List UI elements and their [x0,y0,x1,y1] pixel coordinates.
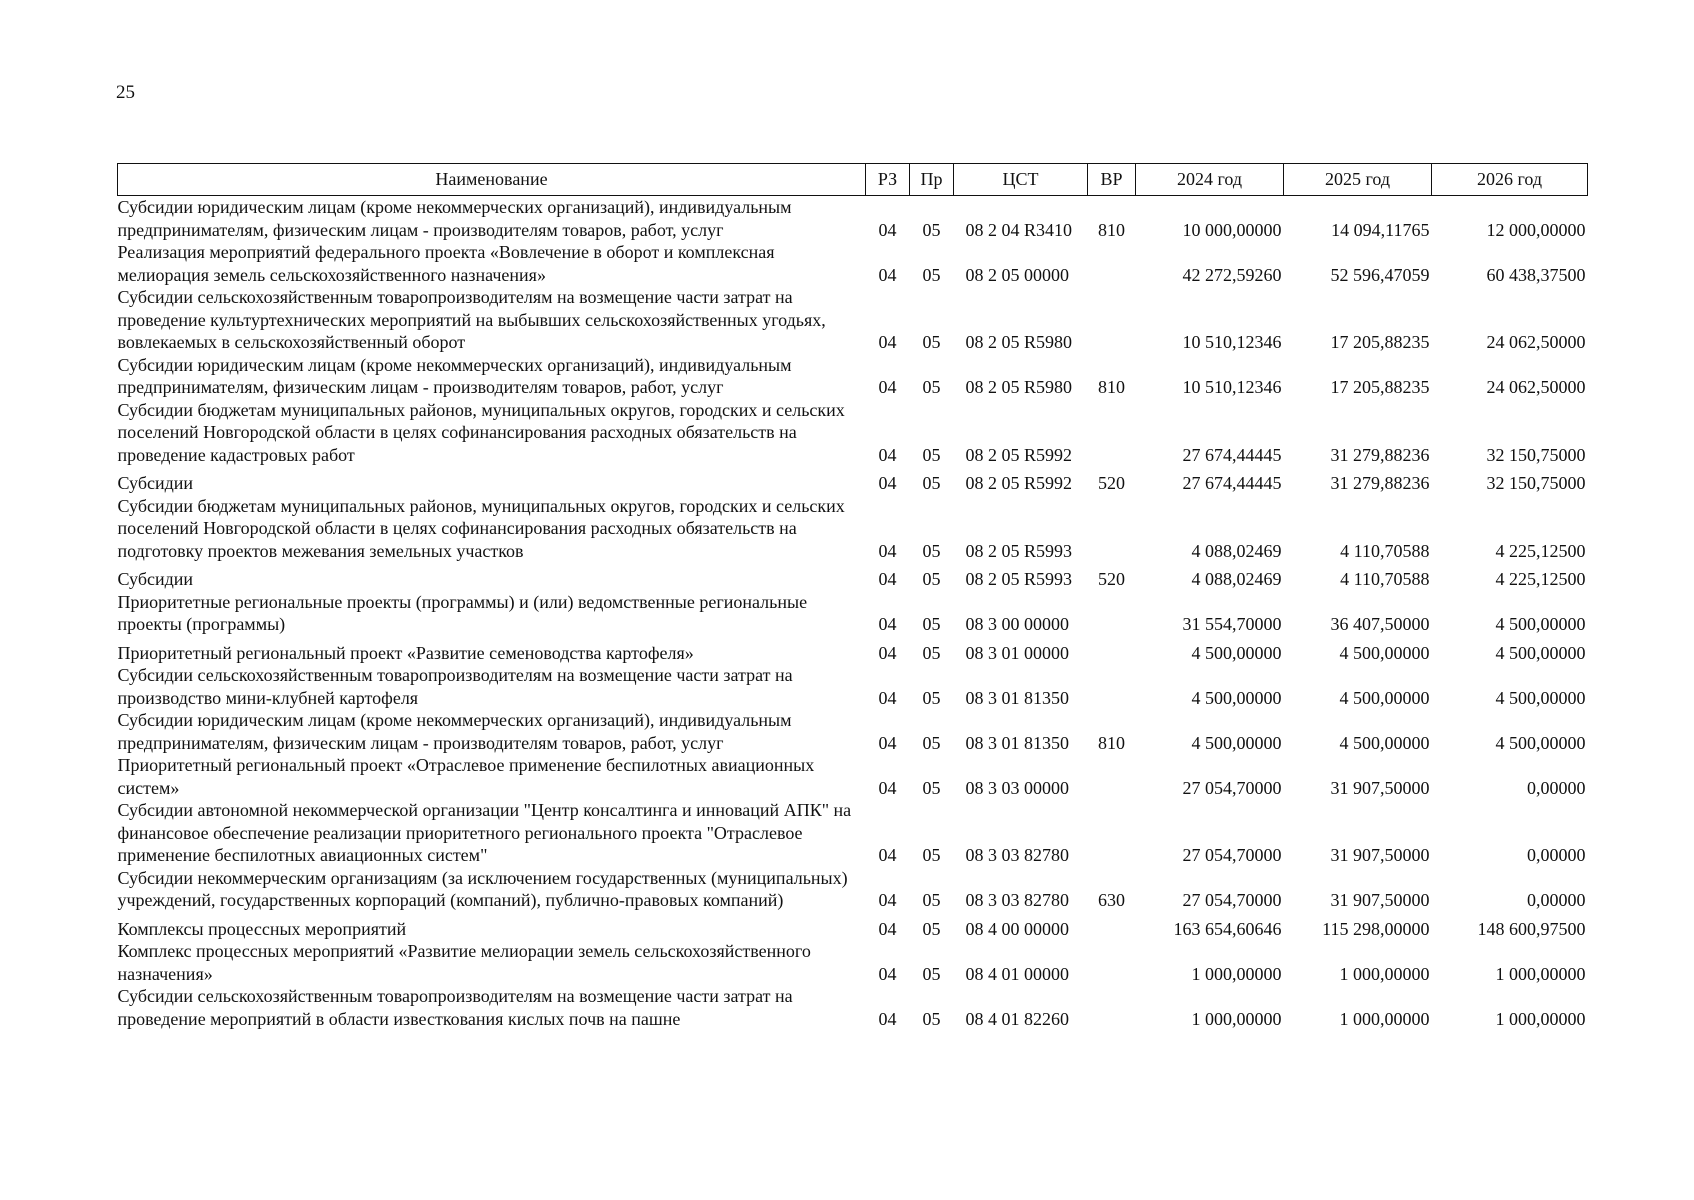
row-cst: 08 2 05 00000 [965,264,1069,285]
row-pr: 05 [922,540,941,561]
row-pr: 05 [922,614,941,634]
table-row [118,196,1588,242]
row-rz: 04 [878,890,897,910]
row-rz: 04 [878,444,897,465]
row-2024: 4 500,00000 [1191,642,1282,663]
row-2025: 52 596,47059 [1330,264,1430,285]
table-row [118,754,1588,799]
table-row [118,940,1588,985]
row-2026: 12 000,00000 [1486,219,1586,240]
row-vr [1088,591,1136,636]
row-2025: 4 500,00000 [1339,687,1430,708]
row-cst: 08 2 05 R5980 [965,332,1073,352]
row-rz: 04 [878,963,897,984]
table-row [118,912,1588,941]
row-2026: 4 225,12500 [1495,540,1586,561]
row-rz: 04 [878,473,897,493]
row-2026: 0,00000 [1527,845,1586,865]
table-row [118,241,1588,286]
row-vr: 810 [1098,732,1125,753]
row-2026: 148 600,97500 [1477,918,1586,939]
row-rz: 04 [878,777,897,798]
column-header-2026: 2026 год [1432,164,1588,196]
row-name: Приоритетные региональные проекты (программы) и (или) ведомственные региональные проекты (программы) [117,591,808,634]
row-rz: 04 [878,918,897,939]
row-cst: 08 3 01 81350 [965,687,1069,708]
row-vr [1088,912,1136,941]
column-header-name: Наименование [118,164,866,196]
row-rz: 04 [878,569,897,589]
table-row [118,636,1588,665]
table-row [118,799,1588,867]
table-body [118,196,1588,1031]
row-pr: 05 [922,963,941,984]
column-header-vr: ВР [1088,164,1136,196]
row-name: Приоритетный региональный проект «Отраслевое применение беспилотных авиационных систем» [117,755,815,798]
row-2024: 27 674,44445 [1182,444,1282,465]
row-rz: 04 [878,219,897,240]
row-vr [1088,754,1136,799]
row-name: Субсидии [117,569,194,589]
row-name: Субсидии бюджетам муниципальных районов, муниципальных округов, городских и сельских поселений Новгородской области в целях софинансирования расходных обязательств на проведение кадастровых работ [117,399,845,465]
row-pr: 05 [922,332,941,352]
row-2024: 1 000,00000 [1191,1008,1282,1029]
row-name: Субсидии сельскохозяйственным товаропроизводителям на возмещение части затрат на проведение мероприятий в области известкования кислых почв на пашне [117,986,793,1029]
row-2026: 4 500,00000 [1495,642,1586,663]
table-row [118,286,1588,354]
row-cst: 08 4 01 82260 [965,1008,1069,1029]
table-row [118,591,1588,636]
row-pr: 05 [922,918,941,939]
row-cst: 08 2 05 R5992 [965,473,1073,493]
row-name: Субсидии некоммерческим организациям (за исключением государственных (муниципальных) учреждений, государственных корпораций (компаний), публично-правовых компаний) [117,867,848,910]
row-vr: 810 [1098,219,1125,240]
row-name: Субсидии сельскохозяйственным товаропроизводителям на возмещение части затрат на производство мини-клубней картофеля [117,665,793,708]
page-number: 25 [116,82,135,103]
column-header-cst: ЦСТ [954,164,1088,196]
row-2026: 4 225,12500 [1495,569,1586,589]
row-2025: 1 000,00000 [1339,963,1430,984]
row-rz: 04 [878,1008,897,1029]
row-name: Субсидии юридическим лицам (кроме некоммерческих организаций), индивидуальным предпринимателям, физическим лицам - производителям товаров, работ, услуг [117,354,792,397]
row-vr [1088,399,1136,467]
row-cst: 08 2 05 R5993 [965,569,1073,589]
row-pr: 05 [922,473,941,493]
row-2025: 31 907,50000 [1330,890,1430,910]
row-rz: 04 [878,845,897,865]
row-pr: 05 [922,377,941,397]
row-cst: 08 3 03 00000 [965,777,1069,798]
column-header-2025: 2025 год [1284,164,1432,196]
row-2024: 4 500,00000 [1191,732,1282,753]
row-rz: 04 [878,732,897,753]
row-2024: 4 088,02469 [1191,540,1282,561]
row-2025: 31 907,50000 [1330,777,1430,798]
row-cst: 08 2 05 R5993 [965,540,1073,561]
row-2024: 4 088,02469 [1191,569,1282,589]
table-row [118,664,1588,709]
row-rz: 04 [878,614,897,634]
row-2026: 24 062,50000 [1486,377,1586,397]
row-rz: 04 [878,642,897,663]
row-2024: 27 054,70000 [1182,890,1282,910]
row-2025: 4 500,00000 [1339,642,1430,663]
row-vr: 810 [1098,377,1125,397]
row-rz: 04 [878,264,897,285]
row-rz: 04 [878,377,897,397]
row-2025: 31 907,50000 [1330,845,1430,865]
row-2025: 14 094,11765 [1331,219,1430,240]
row-name: Реализация мероприятий федерального проекта «Вовлечение в оборот и комплексная мелиорация земель сельскохозяйственного назначения» [117,242,775,285]
row-pr: 05 [922,890,941,910]
table-row [118,867,1588,912]
table-row [118,354,1588,399]
column-header-2024: 2024 год [1136,164,1284,196]
column-header-pr: Пр [910,164,954,196]
row-2024: 31 554,70000 [1182,614,1282,634]
row-vr [1088,495,1136,563]
row-pr: 05 [922,687,941,708]
table-row [118,562,1588,591]
row-2024: 10 510,12346 [1182,377,1282,397]
row-cst: 08 2 05 R5980 [965,377,1073,397]
row-2025: 4 500,00000 [1339,732,1430,753]
table-header-row [118,164,1588,196]
row-pr: 05 [922,642,941,663]
row-name: Комплексы процессных мероприятий [117,918,407,939]
row-2025: 17 205,88235 [1330,332,1430,352]
row-2024: 163 654,60646 [1173,918,1282,939]
row-name: Комплекс процессных мероприятий «Развитие мелиорации земель сельскохозяйственного назначения» [117,941,811,984]
row-pr: 05 [922,845,941,865]
row-2024: 27 054,70000 [1182,777,1282,798]
row-2026: 24 062,50000 [1486,332,1586,352]
table-row [118,985,1588,1030]
row-cst: 08 3 03 82780 [965,845,1069,865]
row-2026: 32 150,75000 [1486,444,1586,465]
row-cst: 08 3 03 82780 [965,890,1069,910]
row-2025: 36 407,50000 [1330,614,1430,634]
row-2025: 4 110,70588 [1340,569,1430,589]
row-pr: 05 [922,264,941,285]
row-cst: 08 4 00 00000 [965,918,1069,939]
row-cst: 08 3 01 81350 [965,732,1069,753]
row-pr: 05 [922,732,941,753]
row-2024: 10 510,12346 [1182,332,1282,352]
row-2025: 31 279,88236 [1330,473,1430,493]
row-name: Субсидии юридическим лицам (кроме некоммерческих организаций), индивидуальным предпринимателям, физическим лицам - производителям товаров, работ, услуг [117,710,792,753]
table-row [118,399,1588,467]
row-name: Субсидии [117,473,194,493]
row-rz: 04 [878,687,897,708]
row-pr: 05 [922,219,941,240]
row-2024: 10 000,00000 [1182,219,1282,240]
row-2026: 0,00000 [1527,777,1586,798]
row-cst: 08 4 01 00000 [965,963,1069,984]
row-2026: 4 500,00000 [1495,687,1586,708]
row-vr [1088,636,1136,665]
row-2025: 115 298,00000 [1322,918,1430,939]
row-rz: 04 [878,540,897,561]
table-row [118,709,1588,754]
row-pr: 05 [922,569,941,589]
row-vr: 630 [1098,890,1125,910]
table-row [118,466,1588,495]
row-vr [1088,985,1136,1030]
row-vr [1088,286,1136,354]
row-cst: 08 2 04 R3410 [965,219,1073,240]
row-2024: 42 272,59260 [1182,264,1282,285]
row-2024: 4 500,00000 [1191,687,1282,708]
row-pr: 05 [922,1008,941,1029]
row-2026: 4 500,00000 [1495,614,1586,634]
row-2026: 1 000,00000 [1495,963,1586,984]
row-2026: 1 000,00000 [1495,1008,1586,1029]
row-name: Субсидии юридическим лицам (кроме некоммерческих организаций), индивидуальным предпринимателям, физическим лицам - производителям товаров, работ, услуг [117,197,792,240]
row-2026: 60 438,37500 [1486,264,1586,285]
row-2026: 0,00000 [1527,890,1586,910]
row-2024: 27 054,70000 [1182,845,1282,865]
row-2026: 32 150,75000 [1486,473,1586,493]
row-name: Субсидии сельскохозяйственным товаропроизводителям на возмещение части затрат на проведение культуртехнических мероприятий на выбывших сельскохозяйственных угодьях, вовлекаемых в сельскохозяйственный оборот [117,287,826,352]
row-vr: 520 [1098,473,1125,493]
table-row [118,495,1588,563]
row-cst: 08 3 00 00000 [965,614,1069,634]
row-cst: 08 2 05 R5992 [965,444,1073,465]
row-2025: 1 000,00000 [1339,1008,1430,1029]
row-2024: 1 000,00000 [1191,963,1282,984]
budget-table [117,163,1588,1030]
row-vr [1088,799,1136,867]
row-cst: 08 3 01 00000 [965,642,1069,663]
row-name: Субсидии автономной некоммерческой организации "Центр консалтинга и инноваций АПК" на финансовое обеспечение реализации приоритетного регионального проекта "Отраслевое применение беспилотных авиационных систем" [117,800,852,865]
row-vr [1088,664,1136,709]
row-2024: 27 674,44445 [1182,473,1282,493]
row-pr: 05 [922,777,941,798]
row-pr: 05 [922,444,941,465]
row-2025: 17 205,88235 [1330,377,1430,397]
row-vr [1088,940,1136,985]
row-2026: 4 500,00000 [1495,732,1586,753]
row-name: Приоритетный региональный проект «Развитие семеноводства картофеля» [117,642,694,663]
row-vr: 520 [1098,569,1125,589]
row-2025: 4 110,70588 [1340,540,1430,561]
row-vr [1088,241,1136,286]
row-name: Субсидии бюджетам муниципальных районов, муниципальных округов, городских и сельских поселений Новгородской области в целях софинансирования расходных обязательств на подготовку проектов межевания земельных участков [117,495,845,561]
row-rz: 04 [878,332,897,352]
row-2025: 31 279,88236 [1330,444,1430,465]
column-header-rz: РЗ [866,164,910,196]
